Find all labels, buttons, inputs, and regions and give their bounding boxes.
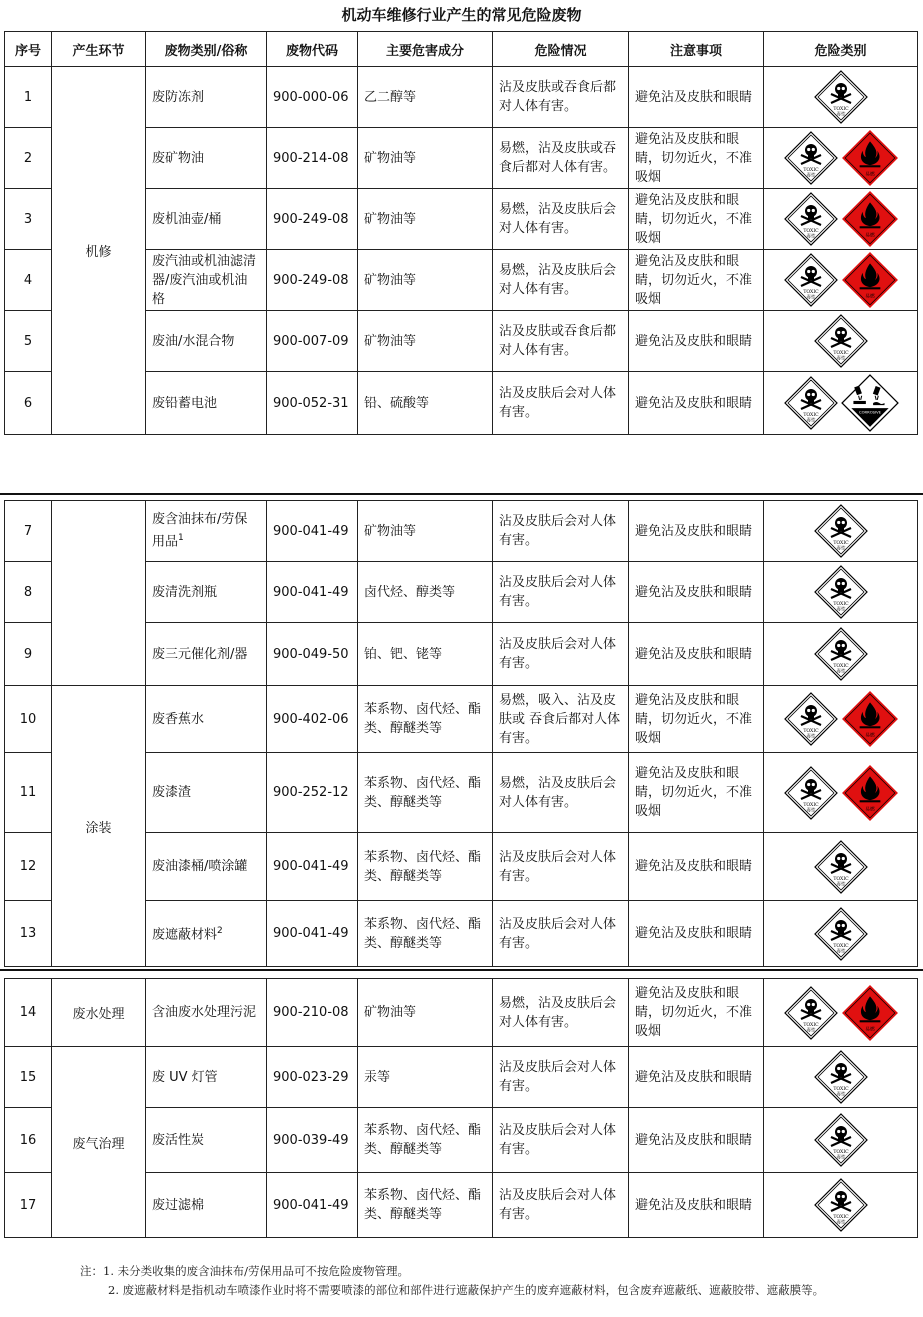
main-hazard-composition: 矿物油等 [358,979,493,1047]
svg-text:TOXIC: TOXIC [802,413,819,418]
svg-text:易燃: 易燃 [864,807,875,813]
svg-text:易燃: 易燃 [864,294,875,300]
main-hazard-composition: 苯系物、卤代烃、酯类、醇醚类等 [358,753,493,833]
svg-text:TOXIC: TOXIC [832,1087,849,1092]
svg-text:毒性: 毒性 [835,882,846,887]
svg-text:TOXIC: TOXIC [832,664,849,669]
row-number: 11 [5,753,52,833]
main-hazard-composition: 矿物油等 [358,501,493,562]
waste-name-text: 废油漆桶/喷涂罐 [152,859,248,874]
hazard-pictograms [764,251,917,309]
row-number: 13 [5,901,52,967]
flammable-icon [841,190,899,248]
waste-code: 900-041-49 [267,562,358,623]
waste-name [146,1108,267,1173]
table-row [5,979,918,1047]
waste-code: 900-249-08 [267,250,358,311]
precaution-note: 避免沾及皮肤和眼睛 [629,311,764,372]
main-hazard-composition: 苯系物、卤代烃、酯类、醇醚类等 [358,686,493,753]
footnote-marker: 1 [178,533,184,544]
row-number: 17 [5,1173,52,1238]
svg-text:TOXIC: TOXIC [802,729,819,734]
danger-description: 沾及皮肤后会对人体有害。 [493,901,629,967]
waste-code: 900-402-06 [267,686,358,753]
section-divider [0,969,923,971]
row-number: 16 [5,1108,52,1173]
waste-code: 900-049-50 [267,623,358,686]
hazard-table-part1 [4,31,918,435]
svg-text:毒性: 毒性 [835,1220,846,1226]
hazard-class-icons [764,1047,918,1108]
row-number: 14 [5,979,52,1047]
waste-name-text: 废机油壶/桶 [152,211,222,227]
hazard-class-icons [764,1108,918,1173]
svg-text:TOXIC: TOXIC [802,1022,819,1028]
svg-text:CORROSIVE: CORROSIVE [858,410,881,415]
svg-text:TOXIC: TOXIC [832,1150,849,1155]
svg-text:毒性: 毒性 [805,734,816,740]
danger-description: 沾及皮肤后会对人体有害。 [493,1047,629,1108]
hazard-class-icons [764,686,918,753]
svg-text:TOXIC: TOXIC [832,541,849,546]
toxic-icon [813,564,869,620]
precaution-note: 避免沾及皮肤和眼睛 [629,67,764,128]
hazard-class-icons [764,833,918,901]
waste-name-text: 废防冻剂 [152,89,205,105]
main-hazard-composition: 铂、钯、铑等 [358,623,493,686]
hazard-pictograms [764,906,917,962]
hazard-pictograms [764,626,917,682]
waste-code: 900-023-29 [267,1047,358,1108]
toxic-icon [783,691,839,747]
svg-text:易燃: 易燃 [864,733,875,739]
svg-text:毒性: 毒性 [835,112,846,118]
svg-text:TOXIC: TOXIC [832,943,849,949]
table-header-row [5,32,918,67]
hazard-class-icons [764,901,918,967]
precaution-note: 避免沾及皮肤和眼睛，切勿近火，不准吸烟 [629,753,764,833]
hazard-class-icons [764,189,918,250]
danger-description: 易燃，沾及皮肤后会对人体有害。 [493,979,629,1047]
hazard-pictograms [764,503,917,559]
danger-description: 沾及皮肤或吞食后都对人体有害。 [493,311,629,372]
production-stage: 机修 [52,67,146,435]
waste-code: 900-041-49 [267,901,358,967]
corrosive-icon [841,374,899,432]
row-number: 15 [5,1047,52,1108]
production-stage [52,501,146,686]
toxic-icon [783,252,839,308]
hazard-class-icons [764,562,918,623]
main-hazard-composition: 苯系物、卤代烃、酯类、醇醚类等 [358,901,493,967]
production-stage: 涂装 [52,686,146,967]
row-number: 9 [5,623,52,686]
waste-name [146,753,267,833]
waste-code: 900-007-09 [267,311,358,372]
danger-description: 沾及皮肤后会对人体有害。 [493,833,629,901]
svg-text:毒性: 毒性 [835,607,846,613]
toxic-icon [813,313,869,369]
main-hazard-composition: 铅、硫酸等 [358,372,493,435]
svg-text:TOXIC: TOXIC [802,802,819,808]
waste-code: 900-052-31 [267,372,358,435]
precaution-note: 避免沾及皮肤和眼睛 [629,623,764,686]
table-row [5,501,918,562]
svg-text:TOXIC: TOXIC [832,876,849,882]
table-row [5,1047,918,1108]
waste-name [146,372,267,435]
main-hazard-composition: 苯系物、卤代烃、酯类、醇醚类等 [358,1173,493,1238]
toxic-icon [813,626,869,682]
main-hazard-composition: 矿物油等 [358,189,493,250]
footnote-marker: 2 [217,926,223,937]
svg-text:易燃: 易燃 [864,1027,875,1033]
hazard-class-icons [764,753,918,833]
svg-text:TOXIC: TOXIC [802,290,819,295]
toxic-icon [783,191,839,247]
danger-description: 沾及皮肤后会对人体有害。 [493,562,629,623]
footnote-1: 注：1. 未分类收集的废含油抹布/劳保用品可不按危险废物管理。 [80,1264,409,1278]
toxic-icon [813,1177,869,1233]
waste-name [146,979,267,1047]
header-stage: 产生环节 [52,32,146,67]
toxic-icon [783,985,839,1041]
toxic-icon [813,1112,869,1168]
precaution-note: 避免沾及皮肤和眼睛，切勿近火，不准吸烟 [629,189,764,250]
hazard-class-icons [764,128,918,189]
precaution-note: 避免沾及皮肤和眼睛 [629,1173,764,1238]
danger-description: 易燃，沾及皮肤后会对人体有害。 [493,250,629,311]
waste-name-text: 废铅蓄电池 [152,395,218,411]
precaution-note: 避免沾及皮肤和眼睛 [629,1108,764,1173]
danger-description: 沾及皮肤后会对人体有害。 [493,501,629,562]
hazard-pictograms [764,764,917,822]
waste-name-text: 废含油抹布/劳保用品 [152,512,248,550]
hazard-pictograms [764,984,917,1042]
hazard-table-part2 [4,500,918,967]
waste-name-text: 废 UV 灯管 [152,1069,218,1085]
svg-text:毒性: 毒性 [805,808,816,813]
danger-description: 沾及皮肤后会对人体有害。 [493,623,629,686]
main-hazard-composition: 苯系物、卤代烃、酯类、醇醚类等 [358,833,493,901]
hazard-pictograms [764,1112,917,1168]
toxic-icon [783,130,839,186]
svg-text:毒性: 毒性 [805,173,816,179]
svg-text:毒性: 毒性 [835,669,846,675]
svg-text:毒性: 毒性 [805,234,816,240]
row-number: 10 [5,686,52,753]
danger-description: 易燃，沾及皮肤或吞食后都对人体有害。 [493,128,629,189]
flammable-icon [841,251,899,309]
waste-name-text: 废清洗剂瓶 [152,584,218,600]
precaution-note: 避免沾及皮肤和眼睛 [629,901,764,967]
waste-name-text: 废漆渣 [152,785,192,800]
waste-name [146,189,267,250]
header-name: 废物类别/俗称 [146,32,267,67]
row-number: 4 [5,250,52,311]
header-hazard-class: 危险类别 [764,32,918,67]
row-number: 8 [5,562,52,623]
waste-name-text: 废过滤棉 [152,1197,205,1213]
hazard-class-icons [764,501,918,562]
waste-name-text: 含油废水处理污泥 [152,1005,257,1020]
toxic-icon [783,765,839,821]
hazard-pictograms [764,839,917,895]
flammable-icon [841,690,899,748]
waste-code: 900-252-12 [267,753,358,833]
toxic-icon [813,69,869,125]
hazard-class-icons [764,67,918,128]
production-stage: 废气治理 [52,1047,146,1238]
precaution-note: 避免沾及皮肤和眼睛，切勿近火，不准吸烟 [629,250,764,311]
header-code: 废物代码 [267,32,358,67]
document-title: 机动车维修行业产生的常见危险废物 [341,6,582,24]
header-no: 序号 [5,32,52,67]
waste-name [146,311,267,372]
hazard-class-icons [764,311,918,372]
hazard-pictograms [764,69,917,125]
main-hazard-composition: 矿物油等 [358,250,493,311]
svg-text:毒性: 毒性 [805,295,816,301]
svg-text:毒性: 毒性 [805,1028,816,1033]
danger-description: 沾及皮肤后会对人体有害。 [493,1108,629,1173]
svg-text:易燃: 易燃 [864,172,875,178]
toxic-icon [813,906,869,962]
waste-name-text: 废三元催化剂/器 [152,646,248,662]
precaution-note: 避免沾及皮肤和眼睛 [629,1047,764,1108]
row-number: 7 [5,501,52,562]
precaution-note: 避免沾及皮肤和眼睛 [629,501,764,562]
waste-name [146,562,267,623]
production-stage: 废水处理 [52,979,146,1047]
waste-code: 900-039-49 [267,1108,358,1173]
hazard-pictograms [764,564,917,620]
waste-name [146,833,267,901]
toxic-icon [813,503,869,559]
svg-text:毒性: 毒性 [835,356,846,362]
hazard-class-icons [764,372,918,435]
waste-code: 900-041-49 [267,501,358,562]
waste-code: 900-041-49 [267,1173,358,1238]
hazard-pictograms [764,374,917,432]
flammable-icon [841,129,899,187]
row-number: 3 [5,189,52,250]
waste-code: 900-214-08 [267,128,358,189]
waste-code: 900-000-06 [267,67,358,128]
svg-text:毒性: 毒性 [835,546,846,552]
waste-code: 900-249-08 [267,189,358,250]
waste-name [146,67,267,128]
footnote-2: 2. 废遮蔽材料是指机动车喷漆作业时将不需要喷漆的部位和部件进行遮蔽保护产生的废弃遮蔽材料，包含废弃遮蔽纸、遮蔽胶带、遮蔽膜等。 [108,1283,825,1297]
footnotes [80,1262,880,1300]
hazard-class-icons [764,623,918,686]
row-number: 2 [5,128,52,189]
main-hazard-composition: 矿物油等 [358,311,493,372]
danger-description: 易燃，沾及皮肤后会对人体有害。 [493,753,629,833]
main-hazard-composition: 汞等 [358,1047,493,1108]
hazard-pictograms [764,1049,917,1105]
section-divider [0,493,923,495]
waste-code: 900-210-08 [267,979,358,1047]
danger-description: 易燃，沾及皮肤后会对人体有害。 [493,189,629,250]
row-number: 6 [5,372,52,435]
danger-description: 沾及皮肤后会对人体有害。 [493,1173,629,1238]
row-number: 5 [5,311,52,372]
svg-text:毒性: 毒性 [835,949,846,954]
hazard-pictograms [764,690,917,748]
svg-text:毒性: 毒性 [805,418,816,424]
svg-text:TOXIC: TOXIC [832,1215,849,1220]
hazard-pictograms [764,129,917,187]
hazard-table-part3 [4,978,918,1238]
waste-name [146,501,267,562]
header-danger: 危险情况 [493,32,629,67]
table-row [5,686,918,753]
main-hazard-composition: 卤代烃、醇类等 [358,562,493,623]
svg-text:TOXIC: TOXIC [832,107,849,112]
waste-name [146,623,267,686]
hazard-class-icons [764,1173,918,1238]
flammable-icon [841,764,899,822]
waste-name-text: 废油/水混合物 [152,333,235,349]
header-composition: 主要危害成分 [358,32,493,67]
danger-description: 易燃，吸入、沾及皮肤或 吞食后都对人体有害。 [493,686,629,753]
svg-text:TOXIC: TOXIC [832,602,849,607]
flammable-icon [841,984,899,1042]
main-hazard-composition: 矿物油等 [358,128,493,189]
hazard-class-icons [764,250,918,311]
main-hazard-composition: 乙二醇等 [358,67,493,128]
svg-text:TOXIC: TOXIC [832,351,849,356]
hazard-pictograms [764,190,917,248]
toxic-icon [813,1049,869,1105]
precaution-note: 避免沾及皮肤和眼睛 [629,833,764,901]
header-note: 注意事项 [629,32,764,67]
toxic-icon [783,375,839,431]
precaution-note: 避免沾及皮肤和眼睛 [629,562,764,623]
waste-name [146,901,267,967]
hazard-class-icons [764,979,918,1047]
svg-text:毒性: 毒性 [835,1155,846,1161]
precaution-note: 避免沾及皮肤和眼睛，切勿近火，不准吸烟 [629,979,764,1047]
toxic-icon [813,839,869,895]
svg-text:易燃: 易燃 [864,233,875,239]
waste-code: 900-041-49 [267,833,358,901]
main-hazard-composition: 苯系物、卤代烃、酯类、醇醚类等 [358,1108,493,1173]
waste-name [146,1047,267,1108]
waste-name [146,250,267,311]
hazard-pictograms [764,1177,917,1233]
waste-name [146,128,267,189]
row-number: 12 [5,833,52,901]
row-number: 1 [5,67,52,128]
hazard-pictograms [764,313,917,369]
waste-name-text: 废香蕉水 [152,711,205,727]
danger-description: 沾及皮肤或吞食后都对人体有害。 [493,67,629,128]
waste-name [146,686,267,753]
waste-name-text: 废遮蔽材料 [152,927,218,943]
waste-name-text: 废活性炭 [152,1132,205,1148]
waste-name [146,1173,267,1238]
svg-text:毒性: 毒性 [835,1092,846,1098]
svg-text:TOXIC: TOXIC [802,229,819,234]
svg-text:TOXIC: TOXIC [802,168,819,173]
waste-name-text: 废矿物油 [152,150,205,166]
precaution-note: 避免沾及皮肤和眼睛，切勿近火，不准吸烟 [629,128,764,189]
danger-description: 沾及皮肤后会对人体有害。 [493,372,629,435]
table-row [5,67,918,128]
precaution-note: 避免沾及皮肤和眼睛，切勿近火，不准吸烟 [629,686,764,753]
waste-name-text: 废汽油或机油滤清器/废汽油或机油格 [152,253,257,307]
precaution-note: 避免沾及皮肤和眼睛 [629,372,764,435]
